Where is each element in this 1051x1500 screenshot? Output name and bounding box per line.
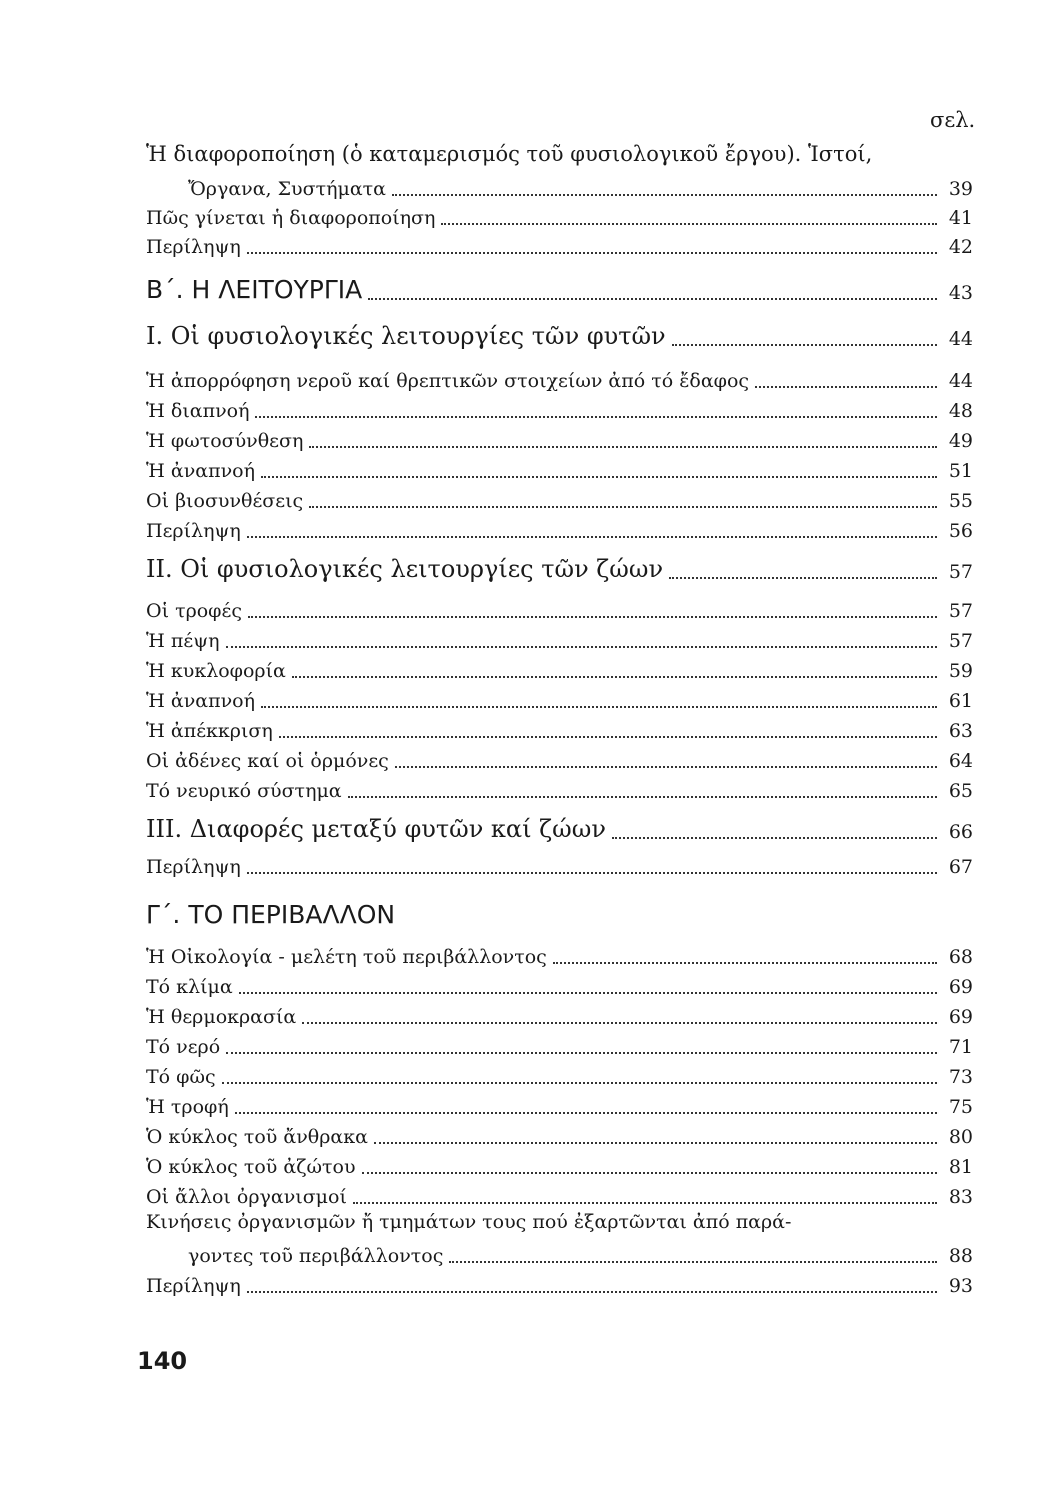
section-g-heading: Γ΄. ΤΟ ΠΕΡΙΒΑΛΛΟΝ [146,900,396,929]
dot-leader [239,992,937,994]
entry-page: 66 [948,821,973,843]
dot-leader [309,446,937,448]
toc-entry [146,1088,973,1118]
dot-leader [553,962,937,964]
toc-entry [146,848,973,878]
entry-page: 61 [948,690,973,712]
toc-entry [146,592,973,622]
toc-entry [146,512,973,542]
dot-leader [226,646,937,648]
toc-entry [146,968,973,998]
toc-entry-kiniseis-line1: Κινήσεις ὀργανισμῶν ἤ τμημάτων τους πού ἐξαρτῶνται ἀπό παρά- [146,1211,792,1233]
toc-entry [146,772,973,802]
toc-entry [146,712,973,742]
entry-title: Τό κλίμα [146,976,233,998]
entry-title: Ἡ διαπνοή [146,400,250,422]
toc-entry [146,652,973,682]
entry-page: 80 [948,1126,973,1148]
entry-title: Οἱ τροφές [146,600,242,622]
toc-entry [146,1028,973,1058]
entry-title: Οἱ βιοσυνθέσεις [146,490,304,512]
dot-leader [279,736,937,738]
entry-title: Ἡ Οἰκολογία - μελέτη τοῦ περιβάλλοντος [146,946,547,968]
dot-leader [392,194,937,196]
toc-subsection-heading [146,553,973,583]
entry-page: 65 [948,780,973,802]
subsection-title: ΙΙ. Οἱ φυσιολογικές λειτουργίες τῶν ζώων [146,555,664,583]
page-number: 140 [137,1347,188,1375]
entry-title: γοντες τοῦ περιβάλλοντος [188,1245,444,1267]
entry-title: Ὁ κύκλος τοῦ ἀζώτου [146,1156,356,1178]
entry-title: Ἡ ἀπέκκριση [146,720,273,742]
entry-page: 57 [948,561,973,583]
entry-title: Οἱ ἄλλοι ὀργανισμοί [146,1186,347,1208]
toc-entry [146,1058,973,1088]
dot-leader [261,476,937,478]
dot-leader [395,766,937,768]
dot-leader [441,223,937,225]
dot-leader [449,1261,937,1263]
toc-entry [146,452,973,482]
dot-leader [362,1172,938,1174]
entry-page: 64 [948,750,973,772]
entry-title: Ἡ κυκλοφορία [146,660,286,682]
toc-entry [146,938,973,968]
dot-leader [368,298,937,300]
toc-entry [146,682,973,712]
dot-leader [309,506,937,508]
entry-title: Ὁ κύκλος τοῦ ἄνθρακα [146,1126,368,1148]
page-column-label: σελ. [930,108,976,132]
entry-title: Περίληψη [146,236,241,258]
entry-title: Ἡ θερμοκρασία [146,1006,297,1028]
toc-entry [146,422,973,452]
toc-entry [146,392,973,422]
entry-page: 42 [948,236,973,258]
entry-title: Περίληψη [146,1275,241,1297]
entry-page: 51 [948,460,973,482]
entry-title: Τό φῶς [146,1066,216,1088]
toc-entry [146,742,973,772]
toc-entry [146,622,973,652]
entry-page: 81 [948,1156,973,1178]
entry-page: 69 [948,976,973,998]
entry-title: Ἡ τροφή [146,1096,229,1118]
entry-title: Τό νευρικό σύστημα [146,780,342,802]
entry-page: 56 [948,520,973,542]
entry-page: 41 [948,207,973,229]
dot-leader [261,706,937,708]
toc-subsection-heading [146,813,973,843]
entry-title: Πῶς γίνεται ἡ διαφοροποίηση [146,207,436,229]
dot-leader [247,1291,937,1293]
entry-page: 93 [948,1275,973,1297]
entry-page: 48 [948,400,973,422]
section-title: Β΄. Η ΛΕΙΤΟΥΡΓΙΑ [146,275,363,304]
entry-page: 71 [948,1036,973,1058]
toc-entry-intro-line: Ἡ διαφοροποίηση (ὁ καταμερισμός τοῦ φυσιολογικοῦ ἔργου). Ἱστοί, [146,142,873,166]
entry-page: 57 [948,600,973,622]
toc-entry [146,1267,973,1297]
entry-page: 49 [948,430,973,452]
entry-title: Ἡ πέψη [146,630,220,652]
entry-page: 57 [948,630,973,652]
dot-leader [292,676,937,678]
toc-entry [146,1118,973,1148]
toc-subsection-heading [146,320,973,350]
entry-page: 73 [948,1066,973,1088]
entry-title: Τό νερό [146,1036,221,1058]
toc-entry [188,1237,973,1267]
toc-entry [146,228,973,258]
dot-leader [374,1142,937,1144]
entry-page: 63 [948,720,973,742]
entry-page: 67 [948,856,973,878]
dot-leader [247,872,937,874]
entry-page: 43 [948,282,973,304]
dot-leader [755,386,937,388]
toc-entry [146,482,973,512]
subsection-title: Ι. Οἱ φυσιολογικές λειτουργίες τῶν φυτῶν [146,322,666,350]
dot-leader [302,1022,937,1024]
toc-entry [146,1148,973,1178]
entry-title: Περίληψη [146,856,241,878]
dot-leader [235,1112,937,1114]
dot-leader [222,1082,937,1084]
entry-title: Περίληψη [146,520,241,542]
entry-page: 44 [948,328,973,350]
toc-entry [146,1178,973,1208]
dot-leader [612,837,937,839]
entry-page: 75 [948,1096,973,1118]
entry-title: Ἡ φωτοσύνθεση [146,430,304,452]
dot-leader [353,1202,937,1204]
dot-leader [248,616,937,618]
toc-entry [146,362,973,392]
entry-page: 55 [948,490,973,512]
subsection-title: ΙΙΙ. Διαφορές μεταξύ φυτῶν καί ζώων [146,815,606,843]
entry-title: Ἡ ἀναπνοή [146,690,255,712]
entry-title: Ἡ ἀπορρόφηση νεροῦ καί θρεπτικῶν στοιχείων ἀπό τό ἔδαφος [146,370,750,392]
dot-leader [255,416,937,418]
dot-leader [247,536,937,538]
toc-entry [146,998,973,1028]
toc-entry [188,170,973,200]
entry-title: Ἡ ἀναπνοή [146,460,255,482]
entry-page: 44 [948,370,973,392]
entry-page: 68 [948,946,973,968]
dot-leader [672,344,937,346]
entry-page: 69 [948,1006,973,1028]
toc-entry [146,199,973,229]
entry-title: Οἱ ἀδένες καί οἱ ὁρμόνες [146,750,389,772]
toc-section-heading [146,274,973,304]
entry-page: 88 [948,1245,973,1267]
entry-title: Ὄργανα, Συστήματα [188,178,386,200]
entry-page: 59 [948,660,973,682]
entry-page: 83 [948,1186,973,1208]
dot-leader [348,796,937,798]
dot-leader [247,252,937,254]
entry-page: 39 [948,178,973,200]
dot-leader [669,577,937,579]
dot-leader [226,1052,937,1054]
